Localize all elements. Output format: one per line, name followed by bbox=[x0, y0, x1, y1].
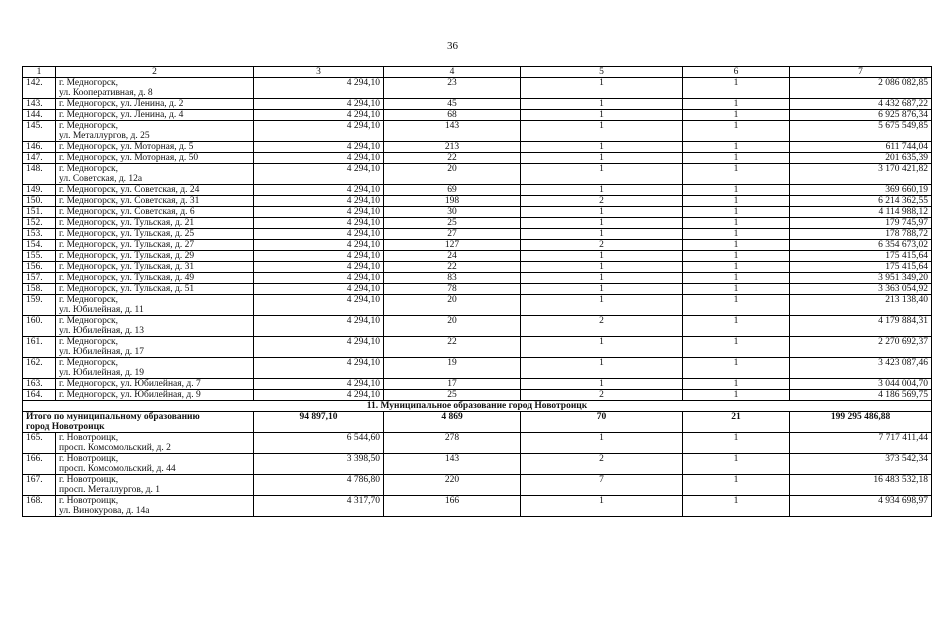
table-row bbox=[23, 496, 932, 517]
row-number-cell: 154. bbox=[23, 240, 56, 251]
area-cell: 4 294,10 bbox=[254, 153, 384, 164]
column-5-cell: 1 bbox=[521, 229, 683, 240]
table-row bbox=[23, 295, 932, 316]
amount-cell: 201 635,39 bbox=[790, 153, 932, 164]
column-4-cell: 20 bbox=[384, 295, 521, 316]
address-line: г. Медногорск, ул. Ленина, д. 4 bbox=[59, 110, 184, 120]
row-number-cell: 152. bbox=[23, 218, 56, 229]
area-cell: 4 786,80 bbox=[254, 475, 384, 496]
column-5-cell: 1 bbox=[521, 164, 683, 185]
area-cell: 4 294,10 bbox=[254, 295, 384, 316]
address-cell bbox=[56, 284, 254, 295]
address-line: г. Медногорск, ул. Ленина, д. 2 bbox=[59, 99, 184, 109]
table-row bbox=[23, 218, 932, 229]
area-cell: 4 294,10 bbox=[254, 142, 384, 153]
area-cell: 4 294,10 bbox=[254, 110, 384, 121]
column-4-cell: 143 bbox=[384, 121, 521, 142]
row-number-cell: 160. bbox=[23, 316, 56, 337]
section-row bbox=[23, 401, 932, 412]
table-row bbox=[23, 164, 932, 185]
table-row bbox=[23, 379, 932, 390]
column-4-cell: 22 bbox=[384, 262, 521, 273]
column-4-cell: 220 bbox=[384, 475, 521, 496]
row-number-cell: 144. bbox=[23, 110, 56, 121]
address-line: г. Медногорск, ул. Юбилейная, д. 9 bbox=[59, 390, 201, 400]
amount-cell: 4 186 569,75 bbox=[790, 390, 932, 401]
address-line: просп. Комсомольский, д. 44 bbox=[59, 464, 176, 474]
area-cell: 6 544,60 bbox=[254, 433, 384, 454]
table-row bbox=[23, 153, 932, 164]
header-cell: 6 bbox=[683, 67, 790, 78]
address-line: г. Новотроицк, bbox=[59, 433, 119, 443]
row-number-cell: 156. bbox=[23, 262, 56, 273]
total-column-4-cell: 4 869 bbox=[384, 412, 521, 433]
column-4-cell: 166 bbox=[384, 496, 521, 517]
address-cell bbox=[56, 251, 254, 262]
header-cell: 2 bbox=[56, 67, 254, 78]
header-cell: 3 bbox=[254, 67, 384, 78]
column-5-cell: 1 bbox=[521, 496, 683, 517]
address-line: г. Медногорск, ул. Тульская, д. 31 bbox=[59, 262, 195, 272]
row-number-cell: 168. bbox=[23, 496, 56, 517]
column-6-cell: 1 bbox=[683, 99, 790, 110]
amount-cell: 179 745,97 bbox=[790, 218, 932, 229]
row-number-cell: 162. bbox=[23, 358, 56, 379]
address-line: г. Медногорск, ул. Юбилейная, д. 7 bbox=[59, 379, 201, 389]
column-6-cell: 1 bbox=[683, 337, 790, 358]
total-label-line: Итого по муниципальному образованию bbox=[26, 412, 200, 422]
column-6-cell: 1 bbox=[683, 153, 790, 164]
table-row bbox=[23, 121, 932, 142]
amount-cell: 16 483 532,18 bbox=[790, 475, 932, 496]
column-6-cell: 1 bbox=[683, 218, 790, 229]
amount-cell: 7 717 411,44 bbox=[790, 433, 932, 454]
column-6-cell: 1 bbox=[683, 496, 790, 517]
address-cell bbox=[56, 379, 254, 390]
column-4-cell: 278 bbox=[384, 433, 521, 454]
amount-cell: 213 138,40 bbox=[790, 295, 932, 316]
address-cell bbox=[56, 99, 254, 110]
address-cell bbox=[56, 207, 254, 218]
column-6-cell: 1 bbox=[683, 390, 790, 401]
column-5-cell: 1 bbox=[521, 379, 683, 390]
column-5-cell: 1 bbox=[521, 251, 683, 262]
amount-cell: 4 179 884,31 bbox=[790, 316, 932, 337]
amount-cell: 3 363 054,92 bbox=[790, 284, 932, 295]
column-6-cell: 1 bbox=[683, 142, 790, 153]
table-row bbox=[23, 251, 932, 262]
amount-cell: 178 788,72 bbox=[790, 229, 932, 240]
row-number-cell: 163. bbox=[23, 379, 56, 390]
address-cell bbox=[56, 229, 254, 240]
address-cell bbox=[56, 185, 254, 196]
area-cell: 4 294,10 bbox=[254, 316, 384, 337]
column-6-cell: 1 bbox=[683, 229, 790, 240]
row-number-cell: 165. bbox=[23, 433, 56, 454]
column-5-cell: 1 bbox=[521, 358, 683, 379]
area-cell: 4 294,10 bbox=[254, 78, 384, 99]
table-body bbox=[23, 67, 932, 517]
address-line: г. Медногорск, ул. Тульская, д. 29 bbox=[59, 251, 195, 261]
column-5-cell: 1 bbox=[521, 110, 683, 121]
amount-cell: 5 675 549,85 bbox=[790, 121, 932, 142]
area-cell: 4 294,10 bbox=[254, 284, 384, 295]
column-5-cell: 2 bbox=[521, 316, 683, 337]
address-line: ул. Юбилейная, д. 11 bbox=[59, 305, 144, 315]
column-5-cell: 2 bbox=[521, 240, 683, 251]
column-5-cell: 2 bbox=[521, 196, 683, 207]
area-cell: 4 294,10 bbox=[254, 99, 384, 110]
total-label bbox=[23, 412, 254, 433]
column-4-cell: 69 bbox=[384, 185, 521, 196]
column-4-cell: 17 bbox=[384, 379, 521, 390]
column-5-cell: 1 bbox=[521, 218, 683, 229]
address-cell bbox=[56, 358, 254, 379]
area-cell: 4 294,10 bbox=[254, 251, 384, 262]
address-cell bbox=[56, 78, 254, 99]
area-cell: 4 294,10 bbox=[254, 229, 384, 240]
total-amount-cell: 199 295 486,88 bbox=[790, 412, 932, 433]
column-5-cell: 1 bbox=[521, 185, 683, 196]
amount-cell: 3 951 349,20 bbox=[790, 273, 932, 284]
area-cell: 4 294,10 bbox=[254, 379, 384, 390]
column-5-cell: 1 bbox=[521, 284, 683, 295]
column-5-cell: 7 bbox=[521, 475, 683, 496]
table-row bbox=[23, 262, 932, 273]
address-line: г. Новотроицк, bbox=[59, 475, 119, 485]
table-row bbox=[23, 185, 932, 196]
total-column-6-cell: 21 bbox=[683, 412, 790, 433]
address-cell bbox=[56, 240, 254, 251]
table-row bbox=[23, 78, 932, 99]
header-cell: 4 bbox=[384, 67, 521, 78]
column-6-cell: 1 bbox=[683, 207, 790, 218]
column-4-cell: 213 bbox=[384, 142, 521, 153]
address-cell bbox=[56, 218, 254, 229]
area-cell: 4 294,10 bbox=[254, 337, 384, 358]
column-6-cell: 1 bbox=[683, 316, 790, 337]
column-6-cell: 1 bbox=[683, 262, 790, 273]
row-number-cell: 148. bbox=[23, 164, 56, 185]
table-row bbox=[23, 142, 932, 153]
address-cell bbox=[56, 475, 254, 496]
header-cell: 5 bbox=[521, 67, 683, 78]
data-table bbox=[22, 66, 932, 517]
column-4-cell: 22 bbox=[384, 153, 521, 164]
header-row bbox=[23, 67, 932, 78]
column-4-cell: 68 bbox=[384, 110, 521, 121]
column-6-cell: 1 bbox=[683, 433, 790, 454]
column-6-cell: 1 bbox=[683, 164, 790, 185]
total-area-cell: 94 897,10 bbox=[254, 412, 384, 433]
column-4-cell: 83 bbox=[384, 273, 521, 284]
column-5-cell: 1 bbox=[521, 337, 683, 358]
amount-cell: 4 114 988,12 bbox=[790, 207, 932, 218]
column-4-cell: 20 bbox=[384, 164, 521, 185]
header-cell: 7 bbox=[790, 67, 932, 78]
table-row bbox=[23, 99, 932, 110]
column-6-cell: 1 bbox=[683, 185, 790, 196]
address-cell bbox=[56, 433, 254, 454]
row-number-cell: 150. bbox=[23, 196, 56, 207]
table-row bbox=[23, 229, 932, 240]
column-5-cell: 1 bbox=[521, 433, 683, 454]
row-number-cell: 159. bbox=[23, 295, 56, 316]
row-number-cell: 155. bbox=[23, 251, 56, 262]
address-cell bbox=[56, 142, 254, 153]
column-6-cell: 1 bbox=[683, 78, 790, 99]
amount-cell: 3 044 004,70 bbox=[790, 379, 932, 390]
address-line: ул. Юбилейная, д. 19 bbox=[59, 368, 145, 378]
column-6-cell: 1 bbox=[683, 240, 790, 251]
column-4-cell: 143 bbox=[384, 454, 521, 475]
area-cell: 4 294,10 bbox=[254, 390, 384, 401]
column-4-cell: 30 bbox=[384, 207, 521, 218]
amount-cell: 4 432 687,22 bbox=[790, 99, 932, 110]
address-cell bbox=[56, 295, 254, 316]
column-5-cell: 1 bbox=[521, 207, 683, 218]
area-cell: 4 294,10 bbox=[254, 358, 384, 379]
row-number-cell: 151. bbox=[23, 207, 56, 218]
amount-cell: 3 423 087,46 bbox=[790, 358, 932, 379]
amount-cell: 3 170 421,82 bbox=[790, 164, 932, 185]
column-4-cell: 198 bbox=[384, 196, 521, 207]
table-row bbox=[23, 196, 932, 207]
area-cell: 4 294,10 bbox=[254, 164, 384, 185]
amount-cell: 175 415,64 bbox=[790, 251, 932, 262]
address-line: г. Новотроицк, bbox=[59, 496, 119, 506]
address-line: г. Медногорск, bbox=[59, 337, 119, 347]
area-cell: 3 398,50 bbox=[254, 454, 384, 475]
address-line: г. Медногорск, bbox=[59, 316, 119, 326]
total-column-5-cell: 70 bbox=[521, 412, 683, 433]
address-cell bbox=[56, 273, 254, 284]
address-line: ул. Кооперативная, д. 8 bbox=[59, 88, 153, 98]
table-row bbox=[23, 433, 932, 454]
column-4-cell: 25 bbox=[384, 390, 521, 401]
address-line: г. Медногорск, ул. Тульская, д. 51 bbox=[59, 284, 195, 294]
row-number-cell: 164. bbox=[23, 390, 56, 401]
address-cell bbox=[56, 390, 254, 401]
address-line: ул. Юбилейная, д. 13 bbox=[59, 326, 145, 336]
amount-cell: 175 415,64 bbox=[790, 262, 932, 273]
address-line: г. Новотроицк, bbox=[59, 454, 119, 464]
address-line: г. Медногорск, bbox=[59, 295, 119, 305]
table-row bbox=[23, 284, 932, 295]
table-row bbox=[23, 110, 932, 121]
address-line: г. Медногорск, ул. Советская, д. 24 bbox=[59, 185, 200, 195]
column-5-cell: 1 bbox=[521, 78, 683, 99]
total-row bbox=[23, 412, 932, 433]
column-4-cell: 24 bbox=[384, 251, 521, 262]
address-line: ул. Винокурова, д. 14а bbox=[59, 506, 150, 516]
row-number-cell: 166. bbox=[23, 454, 56, 475]
address-line: ул. Советская, д. 12а bbox=[59, 174, 143, 184]
area-cell: 4 294,10 bbox=[254, 240, 384, 251]
area-cell: 4 317,70 bbox=[254, 496, 384, 517]
address-line: ул. Металлургов, д. 25 bbox=[59, 131, 150, 141]
row-number-cell: 146. bbox=[23, 142, 56, 153]
area-cell: 4 294,10 bbox=[254, 185, 384, 196]
amount-cell: 6 925 876,34 bbox=[790, 110, 932, 121]
amount-cell: 373 542,34 bbox=[790, 454, 932, 475]
table-row bbox=[23, 337, 932, 358]
area-cell: 4 294,10 bbox=[254, 273, 384, 284]
column-6-cell: 1 bbox=[683, 110, 790, 121]
row-number-cell: 145. bbox=[23, 121, 56, 142]
address-cell bbox=[56, 164, 254, 185]
address-line: г. Медногорск, ул. Тульская, д. 49 bbox=[59, 273, 195, 283]
column-5-cell: 1 bbox=[521, 121, 683, 142]
address-line: просп. Комсомольский, д. 2 bbox=[59, 443, 171, 453]
address-line: г. Медногорск, bbox=[59, 78, 119, 88]
address-cell bbox=[56, 316, 254, 337]
row-number-cell: 153. bbox=[23, 229, 56, 240]
address-line: ул. Юбилейная, д. 17 bbox=[59, 347, 145, 357]
amount-cell: 4 934 698,97 bbox=[790, 496, 932, 517]
column-4-cell: 78 bbox=[384, 284, 521, 295]
column-4-cell: 19 bbox=[384, 358, 521, 379]
amount-cell: 611 744,04 bbox=[790, 142, 932, 153]
column-6-cell: 1 bbox=[683, 358, 790, 379]
address-cell bbox=[56, 454, 254, 475]
address-cell bbox=[56, 262, 254, 273]
table-row bbox=[23, 358, 932, 379]
table-row bbox=[23, 207, 932, 218]
amount-cell: 369 660,19 bbox=[790, 185, 932, 196]
column-4-cell: 27 bbox=[384, 229, 521, 240]
table-row bbox=[23, 240, 932, 251]
column-6-cell: 1 bbox=[683, 196, 790, 207]
column-4-cell: 25 bbox=[384, 218, 521, 229]
row-number-cell: 157. bbox=[23, 273, 56, 284]
section-title: 11. Муниципальное образование город Новотроицк bbox=[23, 401, 932, 412]
column-6-cell: 1 bbox=[683, 121, 790, 142]
row-number-cell: 161. bbox=[23, 337, 56, 358]
row-number-cell: 149. bbox=[23, 185, 56, 196]
address-line: г. Медногорск, ул. Тульская, д. 27 bbox=[59, 240, 195, 250]
amount-cell: 6 354 673,02 bbox=[790, 240, 932, 251]
address-cell bbox=[56, 196, 254, 207]
amount-cell: 2 270 692,37 bbox=[790, 337, 932, 358]
address-line: г. Медногорск, ул. Тульская, д. 21 bbox=[59, 218, 195, 228]
column-6-cell: 1 bbox=[683, 251, 790, 262]
column-6-cell: 1 bbox=[683, 295, 790, 316]
area-cell: 4 294,10 bbox=[254, 196, 384, 207]
address-line: г. Медногорск, ул. Моторная, д. 50 bbox=[59, 153, 199, 163]
column-6-cell: 1 bbox=[683, 273, 790, 284]
column-5-cell: 1 bbox=[521, 262, 683, 273]
column-5-cell: 1 bbox=[521, 295, 683, 316]
table-row bbox=[23, 316, 932, 337]
column-5-cell: 1 bbox=[521, 153, 683, 164]
area-cell: 4 294,10 bbox=[254, 121, 384, 142]
row-number-cell: 167. bbox=[23, 475, 56, 496]
column-6-cell: 1 bbox=[683, 284, 790, 295]
table-row bbox=[23, 454, 932, 475]
table-row bbox=[23, 475, 932, 496]
column-4-cell: 23 bbox=[384, 78, 521, 99]
address-line: г. Медногорск, ул. Тульская, д. 25 bbox=[59, 229, 195, 239]
area-cell: 4 294,10 bbox=[254, 207, 384, 218]
column-4-cell: 22 bbox=[384, 337, 521, 358]
amount-cell: 2 086 082,85 bbox=[790, 78, 932, 99]
address-cell bbox=[56, 496, 254, 517]
page-number: 36 bbox=[447, 40, 458, 52]
table-row bbox=[23, 390, 932, 401]
column-6-cell: 1 bbox=[683, 379, 790, 390]
area-cell: 4 294,10 bbox=[254, 262, 384, 273]
total-label-line: город Новотроицк bbox=[26, 422, 105, 432]
amount-cell: 6 214 362,55 bbox=[790, 196, 932, 207]
address-line: г. Медногорск, bbox=[59, 121, 119, 131]
column-4-cell: 127 bbox=[384, 240, 521, 251]
address-line: просп. Металлургов, д. 1 bbox=[59, 485, 160, 495]
row-number-cell: 147. bbox=[23, 153, 56, 164]
row-number-cell: 143. bbox=[23, 99, 56, 110]
address-line: г. Медногорск, bbox=[59, 358, 119, 368]
column-6-cell: 1 bbox=[683, 475, 790, 496]
column-5-cell: 2 bbox=[521, 390, 683, 401]
address-line: г. Медногорск, ул. Советская, д. 6 bbox=[59, 207, 195, 217]
address-line: г. Медногорск, ул. Советская, д. 31 bbox=[59, 196, 200, 206]
table-row bbox=[23, 273, 932, 284]
area-cell: 4 294,10 bbox=[254, 218, 384, 229]
column-6-cell: 1 bbox=[683, 454, 790, 475]
address-line: г. Медногорск, ул. Моторная, д. 5 bbox=[59, 142, 194, 152]
header-cell: 1 bbox=[23, 67, 56, 78]
address-cell bbox=[56, 110, 254, 121]
column-5-cell: 1 bbox=[521, 99, 683, 110]
row-number-cell: 158. bbox=[23, 284, 56, 295]
address-cell bbox=[56, 337, 254, 358]
column-5-cell: 2 bbox=[521, 454, 683, 475]
column-4-cell: 20 bbox=[384, 316, 521, 337]
address-cell bbox=[56, 121, 254, 142]
column-5-cell: 1 bbox=[521, 273, 683, 284]
address-line: г. Медногорск, bbox=[59, 164, 119, 174]
address-cell bbox=[56, 153, 254, 164]
column-4-cell: 45 bbox=[384, 99, 521, 110]
row-number-cell: 142. bbox=[23, 78, 56, 99]
column-5-cell: 1 bbox=[521, 142, 683, 153]
